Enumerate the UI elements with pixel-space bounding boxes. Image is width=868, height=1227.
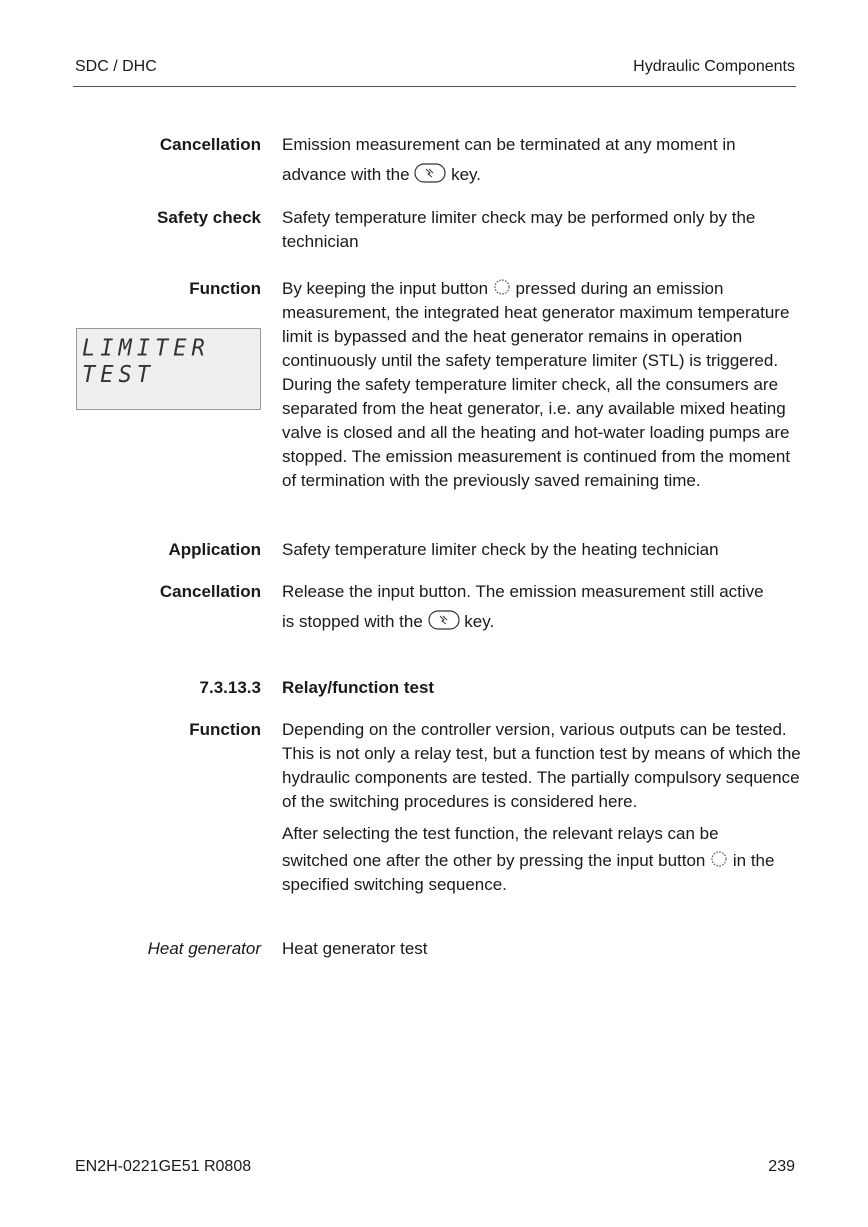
subsection-number: 7.3.13.3 [199,678,261,697]
cancellation-2-text [282,580,802,634]
label-function: Function [189,279,261,298]
function-2-paragraph-2-line-2: switched one after the other by pressing the input button [282,851,706,870]
label-cancellation: Cancellation [159,135,261,154]
header-chapter-title: Hydraulic Components [633,58,795,75]
meter-key-icon [414,163,446,183]
function-2-paragraph-2-end: in the specified switching sequence. [282,851,775,894]
label-heat-generator: Heat generator [147,939,261,958]
label-function: Function [189,720,261,739]
page-number: 239 [768,1158,795,1175]
safety-check-text: Safety temperature limiter check may be performed only by the technician [282,208,756,251]
label-safety-check: Safety check [157,208,261,227]
cancellation-2-key-word: key. [464,612,495,631]
header-doc-code: SDC / DHC [75,58,157,75]
function-2-text [282,718,802,897]
application-text: Safety temperature limiter check by the heating technician [282,540,719,559]
function-text-rest: pressed during an emission measurement, the integrated heat generator maximum temperature limit is bypassed and the heat generator remains in operation continuously until the safety temperature limiter (STL) is triggered. During the safety temperature limiter check, all the consumers are separated from the heat generator, i.e. any available mixed heating valve is closed and all the heating and hot-water loading pumps are stopped. The emission measurement is continued from the moment of termination with the previously saved remaining time. [282,279,791,490]
header-rule [73,86,796,87]
function-text [282,277,802,493]
lcd-display-text: LIMITER TEST [82,335,210,389]
lcd-display [76,328,261,410]
meter-key-icon [428,610,460,630]
rotary-input-button-icon [710,850,728,868]
subsection-title: Relay/function test [282,678,435,697]
label-application: Application [168,540,261,559]
function-text-start: By keeping the input button [282,279,489,298]
rotary-input-button-icon [493,278,511,296]
function-2-paragraph-1: Depending on the controller version, various outputs can be tested. This is not only a relay test, but a function test by means of which the hydraulic components are tested. The partially compulsory sequence of the switching procedures is considered here. [282,720,801,811]
cancellation-line-2: advance with the [282,165,410,184]
footer-doc-number: EN2H-0221GE51 R0808 [75,1158,252,1175]
heat-generator-text: Heat generator test [282,939,428,958]
cancellation-2-line-2: is stopped with the [282,612,423,631]
cancellation-key-word: key. [451,165,481,184]
cancellation-text [282,133,802,187]
cancellation-2-line-1: Release the input button. The emission measurement still active [282,582,764,601]
cancellation-line-1: Emission measurement can be terminated at any moment in [282,135,736,154]
label-cancellation: Cancellation [159,582,261,601]
function-2-paragraph-2-line-1: After selecting the test function, the relevant relays can be [282,824,719,843]
